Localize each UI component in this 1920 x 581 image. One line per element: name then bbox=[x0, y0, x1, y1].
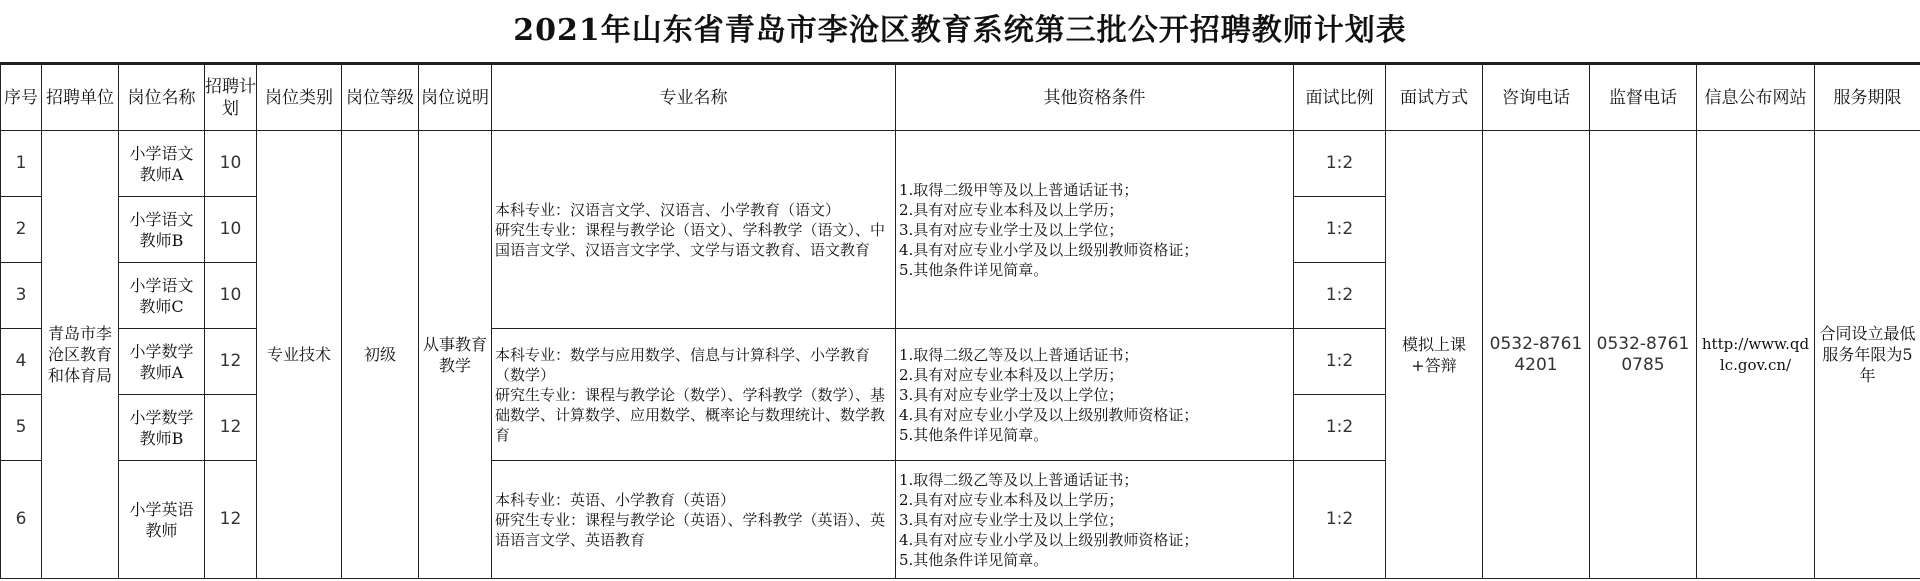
position-type: 专业技术 bbox=[257, 131, 342, 579]
recruit-count: 10 bbox=[205, 131, 257, 197]
major-chinese: 本科专业：汉语言文学、汉语言、小学教育（语文） 研究生专业：课程与教学论（语文）、学科教学（语文）、中国语言文学、汉语言文字学、文学与语文教育、语文教育 bbox=[492, 131, 896, 329]
header-website: 信息公布网站 bbox=[1697, 65, 1815, 131]
conditions-chinese: 1.取得二级甲等及以上普通话证书； 2.具有对应专业本科及以上学历； 3.具有对应专业学士及以上学位； 4.具有对应专业小学及以上级别教师资格证； 5.其他条件详见简章。 bbox=[896, 131, 1294, 329]
header-interview-ratio: 面试比例 bbox=[1294, 65, 1386, 131]
header-position-desc: 岗位说明 bbox=[419, 65, 492, 131]
interview-method: 模拟上课+答辩 bbox=[1386, 131, 1483, 579]
interview-ratio: 1:2 bbox=[1294, 329, 1386, 395]
position-name: 小学语文教师C bbox=[119, 263, 205, 329]
header-position-name: 岗位名称 bbox=[119, 65, 205, 131]
position-desc: 从事教育教学 bbox=[419, 131, 492, 579]
consult-phone: 0532-87614201 bbox=[1483, 131, 1590, 579]
position-name: 小学数学教师A bbox=[119, 329, 205, 395]
recruiting-unit: 青岛市李沧区教育和体育局 bbox=[42, 131, 119, 579]
header-seq: 序号 bbox=[1, 65, 42, 131]
position-level: 初级 bbox=[342, 131, 419, 579]
header-unit: 招聘单位 bbox=[42, 65, 119, 131]
position-name: 小学语文教师B bbox=[119, 197, 205, 263]
major-math: 本科专业：数学与应用数学、信息与计算科学、小学教育（数学） 研究生专业：课程与教学论（数学）、学科教学（数学）、基础数学、计算数学、应用数学、概率论与数理统计、数学教育 bbox=[492, 329, 896, 461]
header-row bbox=[1, 65, 1920, 131]
header-other-conditions: 其他资格条件 bbox=[896, 65, 1294, 131]
row-seq: 2 bbox=[1, 197, 42, 263]
service-period: 合同设立最低服务年限为5年 bbox=[1815, 131, 1920, 579]
row-seq: 4 bbox=[1, 329, 42, 395]
recruit-count: 10 bbox=[205, 197, 257, 263]
row-seq: 5 bbox=[1, 395, 42, 461]
row-seq: 6 bbox=[1, 461, 42, 579]
supervise-phone: 0532-87610785 bbox=[1590, 131, 1697, 579]
table-row bbox=[1, 131, 1920, 197]
interview-ratio: 1:2 bbox=[1294, 131, 1386, 197]
position-name: 小学英语教师 bbox=[119, 461, 205, 579]
header-major: 专业名称 bbox=[492, 65, 896, 131]
header-consult-phone: 咨询电话 bbox=[1483, 65, 1590, 131]
header-plan: 招聘计划 bbox=[205, 65, 257, 131]
recruit-count: 12 bbox=[205, 395, 257, 461]
position-name: 小学语文教师A bbox=[119, 131, 205, 197]
recruit-count: 10 bbox=[205, 263, 257, 329]
interview-ratio: 1:2 bbox=[1294, 263, 1386, 329]
recruit-count: 12 bbox=[205, 461, 257, 579]
conditions-english: 1.取得二级乙等及以上普通话证书； 2.具有对应专业本科及以上学历； 3.具有对应专业学士及以上学位； 4.具有对应专业小学及以上级别教师资格证； 5.其他条件详见简章。 bbox=[896, 461, 1294, 579]
recruit-count: 12 bbox=[205, 329, 257, 395]
major-english: 本科专业：英语、小学教育（英语） 研究生专业：课程与教学论（英语）、学科教学（英语）、英语语言文学、英语教育 bbox=[492, 461, 896, 579]
header-interview-method: 面试方式 bbox=[1386, 65, 1483, 131]
recruitment-table bbox=[0, 64, 1920, 579]
row-seq: 1 bbox=[1, 131, 42, 197]
position-name: 小学数学教师B bbox=[119, 395, 205, 461]
interview-ratio: 1:2 bbox=[1294, 197, 1386, 263]
header-position-level: 岗位等级 bbox=[342, 65, 419, 131]
row-seq: 3 bbox=[1, 263, 42, 329]
website-link[interactable]: http://www.qdlc.gov.cn/ bbox=[1697, 131, 1815, 579]
interview-ratio: 1:2 bbox=[1294, 395, 1386, 461]
header-service-period: 服务期限 bbox=[1815, 65, 1920, 131]
page-title: 2021年山东省青岛市李沧区教育系统第三批公开招聘教师计划表 bbox=[0, 0, 1920, 64]
conditions-math: 1.取得二级乙等及以上普通话证书； 2.具有对应专业本科及以上学历； 3.具有对应专业学士及以上学位； 4.具有对应专业小学及以上级别教师资格证； 5.其他条件详见简章。 bbox=[896, 329, 1294, 461]
header-position-type: 岗位类别 bbox=[257, 65, 342, 131]
interview-ratio: 1:2 bbox=[1294, 461, 1386, 579]
header-supervise-phone: 监督电话 bbox=[1590, 65, 1697, 131]
